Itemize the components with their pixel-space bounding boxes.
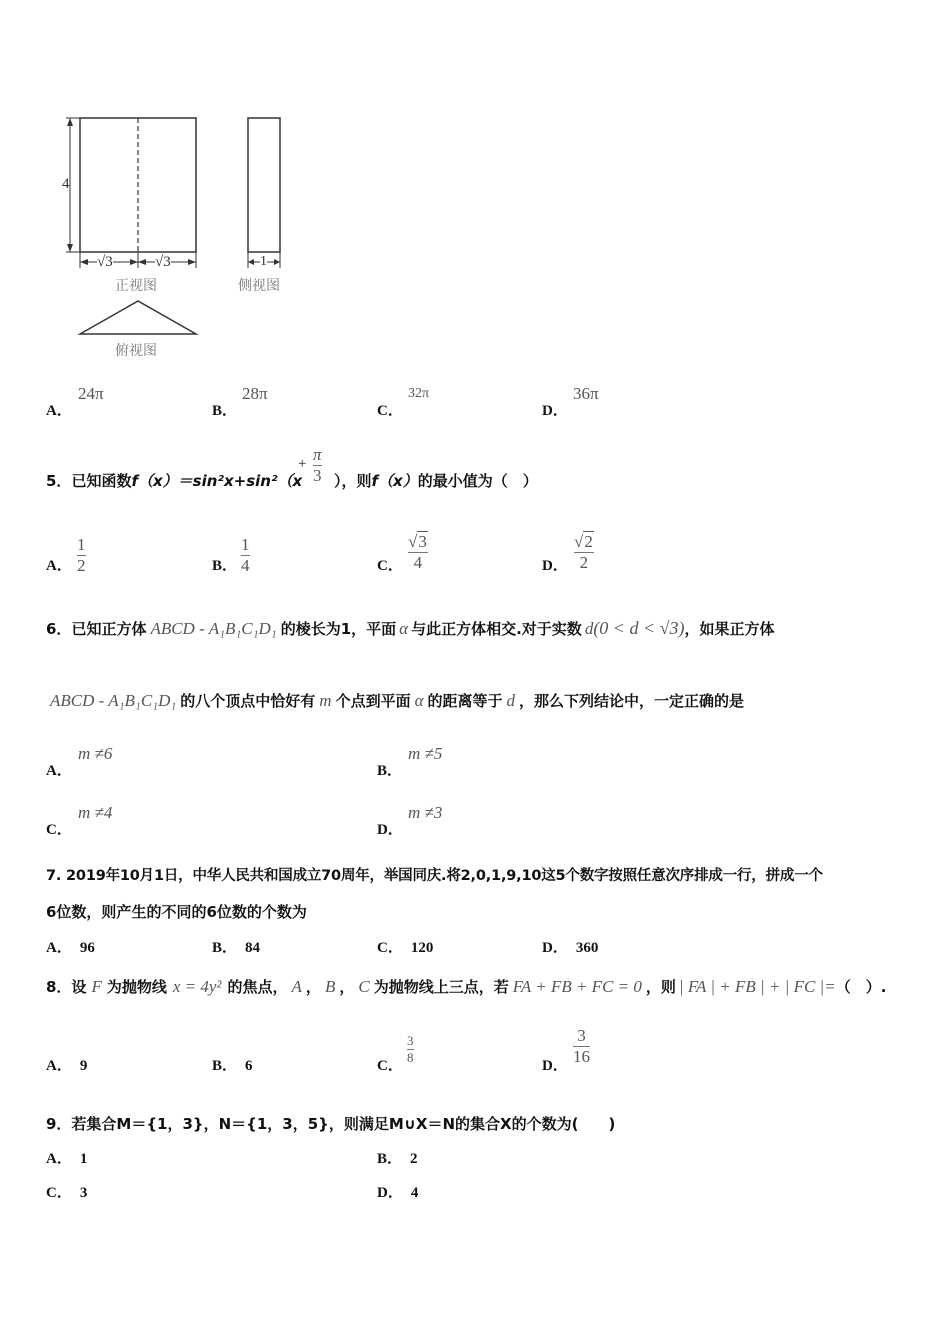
q8-option-d-den: 16 [573, 1047, 590, 1066]
q9-option-b-value: 2 [410, 1151, 418, 1167]
q4-option-c-value: 32π [408, 386, 430, 401]
q5-pi-over-3 [313, 445, 322, 486]
q5-func2: f（x） [371, 472, 418, 490]
q6-alpha: α [399, 619, 409, 638]
q5-option-b-letter: B． [212, 558, 238, 574]
front-view-caption: 正视图 [115, 278, 157, 294]
q6-t4: ，如果正方体 [684, 620, 775, 638]
q6-t6: 个点到平面 [335, 692, 411, 710]
q7-option-d-value: 360 [575, 940, 599, 956]
q8-option-c-den: 8 [407, 1050, 414, 1065]
q8-option-c-frac [407, 1033, 414, 1066]
q5-number: 5． [46, 472, 72, 490]
q4-option-a-value: 24π [78, 384, 104, 403]
q7-option-a [46, 936, 95, 957]
q5-pi: π [313, 445, 322, 464]
q5-option-d-letter: D． [542, 558, 568, 574]
q5-option-d-den: 2 [579, 553, 589, 572]
q6-m: m [319, 691, 332, 710]
q6-t8: ，那么下列结论中，一定正确的是 [519, 692, 745, 710]
dim-width-right-label: √3 [155, 254, 171, 270]
q8-number: 8．设 [46, 978, 87, 996]
q8-option-c-num: 3 [407, 1033, 414, 1048]
q5-stem [46, 470, 302, 491]
q6-line-2 [50, 690, 744, 711]
q4-option-d-value: 36π [573, 384, 599, 403]
q5-text-d: 的最小值为（ ） [417, 472, 538, 490]
q9-option-b-letter: B． [377, 1151, 403, 1167]
q8-t5: （ ）. [835, 978, 887, 996]
q6-cube2: ABCD - A₁B₁C₁D₁ [50, 691, 177, 710]
q6-t7: 的距离等于 [427, 692, 503, 710]
q8-option-b-letter: B． [212, 1058, 238, 1074]
q6-line-1 [46, 618, 775, 639]
q7-option-d [542, 936, 598, 957]
q7-option-a-value: 96 [79, 940, 95, 956]
q5-func: f（x） [131, 472, 178, 490]
q6-d2: d [506, 691, 516, 710]
q5-option-d-frac: √2 2 [574, 532, 593, 572]
q6-d: d [584, 619, 594, 638]
q7-option-b-value: 84 [245, 940, 261, 956]
dim-height-label: 4 [62, 176, 70, 192]
q5-option-a-frac [77, 535, 86, 576]
q9-option-d [377, 1181, 418, 1202]
q7-option-a-letter: A． [46, 940, 72, 956]
q6-alpha2: α [414, 691, 424, 710]
q9-option-a [46, 1147, 87, 1168]
top-view-triangle [80, 301, 196, 334]
q5-option-a-den: 2 [77, 556, 86, 575]
q5-option-d-num: 2 [584, 532, 593, 551]
q8-option-a [46, 1054, 87, 1075]
q7-stem-line-1: 7. 2019年10月1日，中华人民共和国成立70周年，举国同庆.将2,0,1,9,10这5个数字按照任意次序排成一行，拼成一个 [46, 868, 823, 884]
q5-text-b: ＝sin²x+sin²（x [177, 472, 303, 490]
q9-stem: 9．若集合M＝{1，3}，N＝{1，3，5}，则满足M∪X＝N的集合X的个数为( ) [46, 1115, 616, 1133]
dim-side-label: 1 [260, 254, 267, 269]
q5-text-c: ），则 [334, 472, 372, 490]
q6-t1: 已知正方体 [71, 620, 147, 638]
q8-eq: x = 4y² [172, 977, 222, 996]
q8-stem: 8．设 F 为抛物线 x = 4y² 的焦点， A ， B ， C 为抛物线上三点，若 FA + FB + FC = 0 ，则 | FA | + FB | + | FC |= （ ）. [46, 977, 887, 996]
q8-F: F [91, 977, 102, 996]
q8-option-d-letter: D． [542, 1058, 568, 1074]
q6-number: 6． [46, 620, 72, 638]
q5-option-b-den: 4 [241, 556, 250, 575]
q4-option-b-value: 28π [242, 384, 268, 403]
q8-option-b [212, 1054, 253, 1075]
q5-option-b-num: 1 [241, 535, 250, 554]
q9-option-c-value: 3 [79, 1185, 88, 1201]
q6-option-c-value: m ≠4 [78, 803, 113, 822]
q5-option-c-letter: C． [377, 558, 403, 574]
q7-option-c-letter: C． [377, 940, 403, 956]
q8-option-c-letter: C． [377, 1058, 403, 1074]
q5-stem-tail [334, 470, 538, 491]
q7-option-d-letter: D． [542, 940, 568, 956]
q7-option-c [377, 936, 433, 957]
q6-option-b-letter: B． [377, 763, 403, 779]
q5-option-a-num: 1 [77, 535, 86, 554]
q6-option-b-value: m ≠5 [408, 744, 443, 763]
q8-B: B [324, 977, 336, 996]
q6-option-a-letter: A． [46, 763, 72, 779]
q7-stem-line-2: 6位数，则产生的不同的6位数的个数为 [46, 903, 307, 921]
q9-option-a-value: 1 [79, 1151, 88, 1167]
q4-option-c-letter: C． [377, 403, 403, 419]
q8-option-d-frac [573, 1026, 590, 1067]
q5-text-a: 已知函数 [71, 472, 132, 490]
q8-t3: 为抛物线上三点，若 [373, 978, 509, 996]
q6-option-d-value: m ≠3 [408, 803, 443, 822]
q7-option-c-value: 120 [410, 940, 434, 956]
q5-option-a-letter: A． [46, 558, 72, 574]
q5-option-c-num: 3 [418, 532, 427, 551]
q4-option-b-letter: B． [212, 403, 238, 419]
dim-width-left-label: √3 [97, 254, 113, 270]
q7-option-b-letter: B． [212, 940, 238, 956]
q8-C: C [358, 977, 370, 996]
q8-abs: | FA | + FB | + | FC |= [678, 977, 836, 996]
q6-t3: 与此正方体相交.对于实数 [411, 620, 582, 638]
q8-option-d-num: 3 [577, 1026, 586, 1045]
q9-option-c-letter: C． [46, 1185, 72, 1201]
q6-option-d-letter: D． [377, 822, 403, 838]
q4-option-a-letter: A． [46, 403, 72, 419]
q6-option-c-letter: C． [46, 822, 72, 838]
q5-three: 3 [313, 466, 322, 485]
q6-cond: (0 < d < √3) [593, 618, 685, 638]
q9-option-a-letter: A． [46, 1151, 72, 1167]
q6-t5: 的八个顶点中恰好有 [180, 692, 316, 710]
q6-cube: ABCD - A₁B₁C₁D₁ [150, 619, 277, 638]
q7-option-b [212, 936, 260, 957]
q9-option-b [377, 1147, 418, 1168]
q8-vec: FA + FB + FC = 0 [512, 977, 642, 996]
q8-t2: 的焦点， [227, 978, 288, 996]
side-view-rect [248, 118, 280, 252]
q8-A: A [291, 977, 302, 996]
q8-t1: 为抛物线 [106, 978, 167, 996]
q5-option-b-frac [241, 535, 250, 576]
q9-option-d-value: 4 [410, 1185, 419, 1201]
q6-option-a-value: m ≠6 [78, 744, 113, 763]
q5-plus: + [298, 456, 307, 472]
q9-option-c [46, 1181, 87, 1202]
q5-option-c-frac: √3 4 [408, 532, 427, 572]
q6-t2: 的棱长为1，平面 [280, 620, 397, 638]
q4-option-d-letter: D． [542, 403, 568, 419]
q5-option-c-den: 4 [413, 553, 423, 572]
q8-option-a-letter: A． [46, 1058, 72, 1074]
q8-option-a-value: 9 [79, 1058, 88, 1074]
q8-option-b-value: 6 [245, 1058, 253, 1074]
three-view-figure [55, 95, 315, 370]
top-view-caption: 俯视图 [115, 343, 157, 359]
q8-t4: ，则 [645, 978, 676, 996]
side-view-caption: 侧视图 [238, 278, 280, 294]
q9-option-d-letter: D． [377, 1185, 403, 1201]
